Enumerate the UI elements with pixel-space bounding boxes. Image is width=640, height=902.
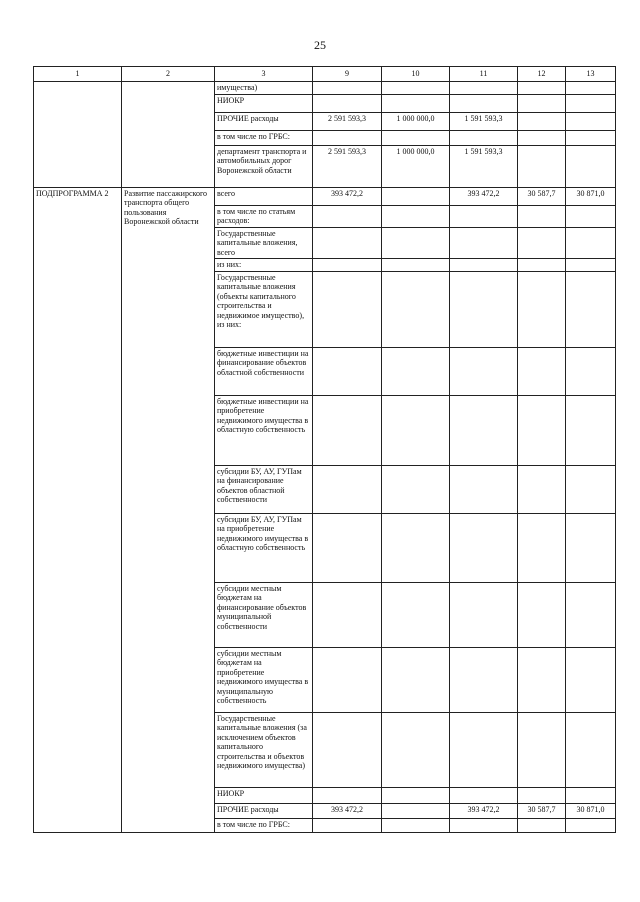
value-cell: [382, 396, 450, 466]
expense-label: субсидии БУ, АУ, ГУПам на финансирование объектов областной собственности: [215, 466, 313, 514]
value-cell: [450, 514, 518, 583]
value-cell: 393 472,2: [450, 188, 518, 206]
value-cell: [518, 348, 566, 396]
value-cell: [382, 583, 450, 648]
value-cell: [450, 466, 518, 514]
value-cell: [566, 713, 616, 788]
value-cell: [518, 514, 566, 583]
expense-label: ПРОЧИЕ расходы: [215, 113, 313, 131]
header-cell: 9: [313, 67, 382, 82]
budget-table: [33, 66, 616, 833]
expense-label: бюджетные инвестиции на приобретение недвижимого имущества в областную собственность: [215, 396, 313, 466]
subprogram-name: Развитие пассажирского транспорта общего пользования Воронежской области: [122, 188, 215, 833]
value-cell: [518, 819, 566, 833]
value-cell: 30 871,0: [566, 188, 616, 206]
value-cell: [518, 95, 566, 113]
value-cell: [566, 113, 616, 131]
value-cell: [566, 131, 616, 146]
value-cell: [313, 788, 382, 804]
value-cell: [566, 466, 616, 514]
value-cell: [382, 259, 450, 272]
page-number: 25: [314, 38, 326, 52]
subprogram-code: ПОДПРОГРАММА 2: [34, 188, 122, 833]
value-cell: [382, 227, 450, 258]
value-cell: [313, 466, 382, 514]
expense-label: бюджетные инвестиции на финансирование объектов областной собственности: [215, 348, 313, 396]
value-cell: [566, 146, 616, 188]
value-cell: [518, 206, 566, 228]
expense-label: субсидии местным бюджетам на приобретение недвижимого имущества в муниципальную собственность: [215, 648, 313, 713]
value-cell: [566, 396, 616, 466]
header-cell: 13: [566, 67, 616, 82]
value-cell: [566, 819, 616, 833]
value-cell: 2 591 593,3: [313, 113, 382, 131]
expense-label: в том числе по ГРБС:: [215, 819, 313, 833]
header-cell: 11: [450, 67, 518, 82]
value-cell: [450, 583, 518, 648]
value-cell: [518, 146, 566, 188]
value-cell: [450, 82, 518, 95]
value-cell: [313, 819, 382, 833]
expense-label: из них:: [215, 259, 313, 272]
value-cell: [518, 259, 566, 272]
value-cell: [313, 648, 382, 713]
value-cell: [382, 648, 450, 713]
value-cell: 1 591 593,3: [450, 146, 518, 188]
header-cell: 3: [215, 67, 313, 82]
value-cell: 393 472,2: [450, 804, 518, 819]
expense-label: ПРОЧИЕ расходы: [215, 804, 313, 819]
value-cell: 393 472,2: [313, 188, 382, 206]
expense-label: Государственные капитальные вложения (объекты капитального строительства и недвижимое имущество), из них:: [215, 272, 313, 348]
value-cell: [566, 95, 616, 113]
header-row: [34, 67, 616, 82]
expense-label: в том числе по статьям расходов:: [215, 206, 313, 228]
expense-label: НИОКР: [215, 788, 313, 804]
value-cell: [382, 206, 450, 228]
value-cell: [566, 206, 616, 228]
expense-label: департамент транспорта и автомобильных дорог Воронежской области: [215, 146, 313, 188]
value-cell: [450, 131, 518, 146]
value-cell: [382, 131, 450, 146]
value-cell: [450, 819, 518, 833]
value-cell: [518, 648, 566, 713]
value-cell: 1 591 593,3: [450, 113, 518, 131]
value-cell: [518, 466, 566, 514]
header-cell: 1: [34, 67, 122, 82]
value-cell: [566, 259, 616, 272]
value-cell: [450, 648, 518, 713]
value-cell: [566, 227, 616, 258]
value-cell: [566, 348, 616, 396]
value-cell: 30 871,0: [566, 804, 616, 819]
value-cell: [450, 272, 518, 348]
expense-label: Государственные капитальные вложения (за исключением объектов капитального строительства и объектов недвижимого имущества): [215, 713, 313, 788]
value-cell: [566, 648, 616, 713]
value-cell: [566, 788, 616, 804]
value-cell: [382, 514, 450, 583]
value-cell: [313, 82, 382, 95]
value-cell: [566, 514, 616, 583]
value-cell: [450, 348, 518, 396]
value-cell: 1 000 000,0: [382, 113, 450, 131]
value-cell: [313, 206, 382, 228]
value-cell: [313, 272, 382, 348]
program-code-cell: [34, 82, 122, 188]
value-cell: [313, 396, 382, 466]
expense-label: Государственные капитальные вложения, всего: [215, 227, 313, 258]
header-cell: 12: [518, 67, 566, 82]
header-cell: 10: [382, 67, 450, 82]
value-cell: 393 472,2: [313, 804, 382, 819]
value-cell: [313, 583, 382, 648]
value-cell: [450, 95, 518, 113]
value-cell: [566, 272, 616, 348]
value-cell: [518, 583, 566, 648]
value-cell: [382, 466, 450, 514]
value-cell: [313, 713, 382, 788]
value-cell: [382, 272, 450, 348]
value-cell: [566, 583, 616, 648]
value-cell: [382, 348, 450, 396]
value-cell: [313, 514, 382, 583]
value-cell: [313, 95, 382, 113]
value-cell: [450, 259, 518, 272]
expense-label: субсидии местным бюджетам на финансирование объектов муниципальной собственности: [215, 583, 313, 648]
value-cell: [450, 206, 518, 228]
value-cell: [566, 82, 616, 95]
expense-label: НИОКР: [215, 95, 313, 113]
value-cell: [518, 713, 566, 788]
value-cell: [313, 259, 382, 272]
value-cell: [518, 788, 566, 804]
value-cell: [382, 804, 450, 819]
expense-label: в том числе по ГРБС:: [215, 131, 313, 146]
value-cell: [450, 396, 518, 466]
value-cell: [313, 348, 382, 396]
value-cell: 1 000 000,0: [382, 146, 450, 188]
header-cell: 2: [122, 67, 215, 82]
table-row: [34, 82, 616, 95]
value-cell: [518, 272, 566, 348]
value-cell: [382, 82, 450, 95]
value-cell: [382, 188, 450, 206]
value-cell: [518, 131, 566, 146]
value-cell: [450, 713, 518, 788]
value-cell: [518, 82, 566, 95]
value-cell: [382, 788, 450, 804]
expense-label: имущества): [215, 82, 313, 95]
value-cell: [313, 227, 382, 258]
program-name-cell: [122, 82, 215, 188]
value-cell: 30 587,7: [518, 804, 566, 819]
value-cell: [313, 131, 382, 146]
value-cell: [382, 95, 450, 113]
value-cell: 30 587,7: [518, 188, 566, 206]
value-cell: [518, 113, 566, 131]
value-cell: [450, 227, 518, 258]
table-row: [34, 188, 616, 206]
value-cell: [382, 713, 450, 788]
value-cell: [518, 227, 566, 258]
expense-label: субсидии БУ, АУ, ГУПам на приобретение недвижимого имущества в областную собственность: [215, 514, 313, 583]
value-cell: 2 591 593,3: [313, 146, 382, 188]
value-cell: [382, 819, 450, 833]
value-cell: [450, 788, 518, 804]
expense-label: всего: [215, 188, 313, 206]
value-cell: [518, 396, 566, 466]
